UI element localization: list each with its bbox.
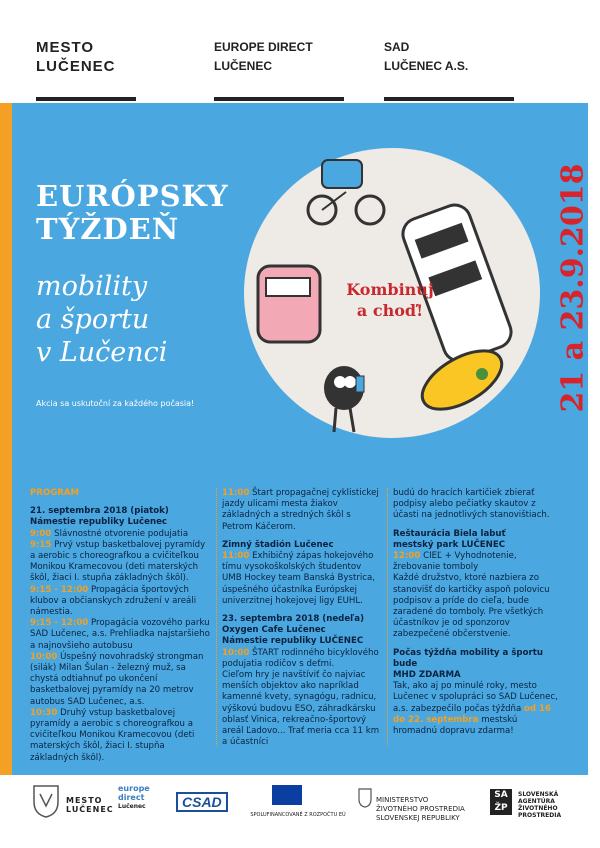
- column-divider-2: [387, 488, 389, 746]
- coat-of-arms-icon: [32, 784, 60, 818]
- program-heading: PROGRAM: [30, 488, 80, 498]
- program-item: 9:15 Prvý vstup basketbalovej pyramídy a aerobic s choreografkou a cvičiteľkou Monikou Kramecovou (deti materských škôl, žiaci I. stupňa základných škôl).: [30, 539, 206, 584]
- program-item: 10:30 Druhý vstup basketbalovej pyramídy a aerobic s choreografkou a cvičiteľkou Monikou Kramecovou (deti materských škôl, žiaci I. stupňa základných škôl).: [30, 707, 195, 763]
- header: [0, 0, 600, 110]
- program-item: 10:00 Úspešný novohradský strongman (silák) Milan Šulan - železný muž, sa chystá odtiahnuť po ukončení basketbalovej pyramídy na 20 metrov autobus SAD Lučenec, a.s.: [30, 651, 204, 707]
- sazp-logo-icon: SA ŽP: [490, 789, 512, 815]
- mhd-free: MHD ZDARMA: [393, 670, 461, 681]
- place-heading: Námestie republiky LUČENEC: [222, 636, 364, 647]
- program-column-3: [393, 488, 563, 737]
- header-mesto: MESTO LUČENEC: [36, 39, 116, 75]
- day-heading: 23. septembra 2018 (nedeľa): [222, 614, 364, 625]
- program-item: 11:00 Exhibičný zápas hokejového tímu vysokoškolských študentov UMB Hockey team Banská Bystrica, úspešného účastníka Európskej univerzitnej hokejovej ligy EUHL.: [222, 551, 375, 606]
- day-heading: 21. septembra 2018 (piatok): [30, 506, 169, 517]
- eu-flag-icon: [272, 785, 302, 805]
- footer-logo-europe-direct: europe direct Lučenec: [118, 784, 150, 810]
- program-item: 9:00 Slávnostné otvorenie podujatia: [30, 528, 189, 539]
- program-item: Každé družstvo, ktoré nazbiera zo stanovišť do kartičky aspoň polovicu podpisov a príde do cieľa, bude zaradené do tomboly. Pre všetkých účastníkov je od sponzorov zabezpečené občerstvenie.: [393, 573, 550, 640]
- header-rule-1: [36, 97, 136, 101]
- bicycle-icon: [308, 160, 384, 224]
- program-column-1: [30, 488, 210, 764]
- header-europe-direct: EUROPE DIRECT LUČENEC: [214, 40, 313, 73]
- place-heading: Námestie republiky Lučenec: [30, 517, 168, 528]
- event-date: 21 a 23.9.2018: [555, 163, 591, 413]
- place-heading: mestský park LUČENEC: [393, 539, 506, 550]
- footer-logo-ministry: MINISTERSTVO ŽIVOTNÉHO PROSTREDIA SLOVENSKEJ REPUBLIKY: [376, 796, 465, 822]
- ministry-emblem-icon: [358, 788, 372, 808]
- header-sad: SAD LUČENEC A.S.: [384, 40, 469, 73]
- poster-title: EURÓPSKY TÝŽDEŇ: [36, 179, 229, 246]
- program-item: 11:00 Štart propagačnej cyklistickej jazdy ulicami mesta žiakov základných a stredných škôl s Petrom Káčerom.: [222, 488, 379, 532]
- left-accent-bar: [0, 103, 12, 775]
- column-divider-1: [216, 488, 218, 746]
- mhd-line: Počas týždňa mobility a športu bude: [393, 647, 543, 669]
- program-item: 9:15 - 12:00 Propagácia športových klubov a občianskych združení v areáli námestia.: [30, 584, 197, 618]
- footer-logo-csad: CSAD: [176, 792, 228, 812]
- place-heading: Oxygen Cafe Lučenec: [222, 625, 326, 636]
- header-rule-3: [384, 97, 514, 101]
- weather-note: Akcia sa uskutoční za každého počasia!: [36, 399, 195, 408]
- program-item: Cieľom hry je navštíviť čo najviac menších objektov ako napríklad kamenné kvety, synagógu, radnicu, výškovú budovu ESO, záhradkársku oblasť Vinica, rekreačno-športový areál Ľadovo... Trať meria cca 11 km a účastníci: [222, 670, 380, 748]
- program-item: 10:00 ŠTART rodinného bicyklového podujatia rodičov s deťmi.: [222, 647, 379, 669]
- poster-subtitle: mobility a športu v Lučenci: [36, 271, 168, 368]
- place-heading: Reštaurácia Biela labuť: [393, 528, 506, 539]
- program-item: 12:00 CIEĽ + Vyhodnotenie, žrebovanie tomboly: [393, 551, 517, 573]
- program-item: 9:15 - 12:00 Propagácia vozového parku SAD Lučenec, a.s. Prehliadka najstaršieho a najnovšieho autobusu: [30, 618, 210, 651]
- pedestrian-icon: [324, 366, 364, 432]
- footer-logo-sazp: SLOVENSKÁ AGENTÚRA ŽIVOTNÉHO PROSTREDIA: [518, 791, 562, 819]
- place-heading: Zimný štadión Lučenec: [222, 539, 334, 550]
- slogan: Kombinuj a choď!: [346, 280, 434, 320]
- car-icon: [258, 266, 320, 342]
- header-rule-2: [214, 97, 344, 101]
- footer-logo-mesto: MESTO LUČENEC: [66, 796, 114, 814]
- program-item: Tak, ako aj po minulé roky, mesto Lučenec v spolupráci so SAD Lučenec, a.s. zabezpečilo počas týždňa od 16 do 22. septembra mestskú hromadnú dopravu zdarma!: [393, 681, 558, 737]
- program-column-2: [222, 488, 380, 748]
- program-item: budú do hracích kartičiek zbierať podpisy alebo pečiatky skautov z účasti na jednotlivých stanovištiach.: [393, 488, 550, 521]
- eu-cofinance-text: SPOLUFINANCOVANÉ Z ROZPOČTU EÚ: [250, 812, 346, 818]
